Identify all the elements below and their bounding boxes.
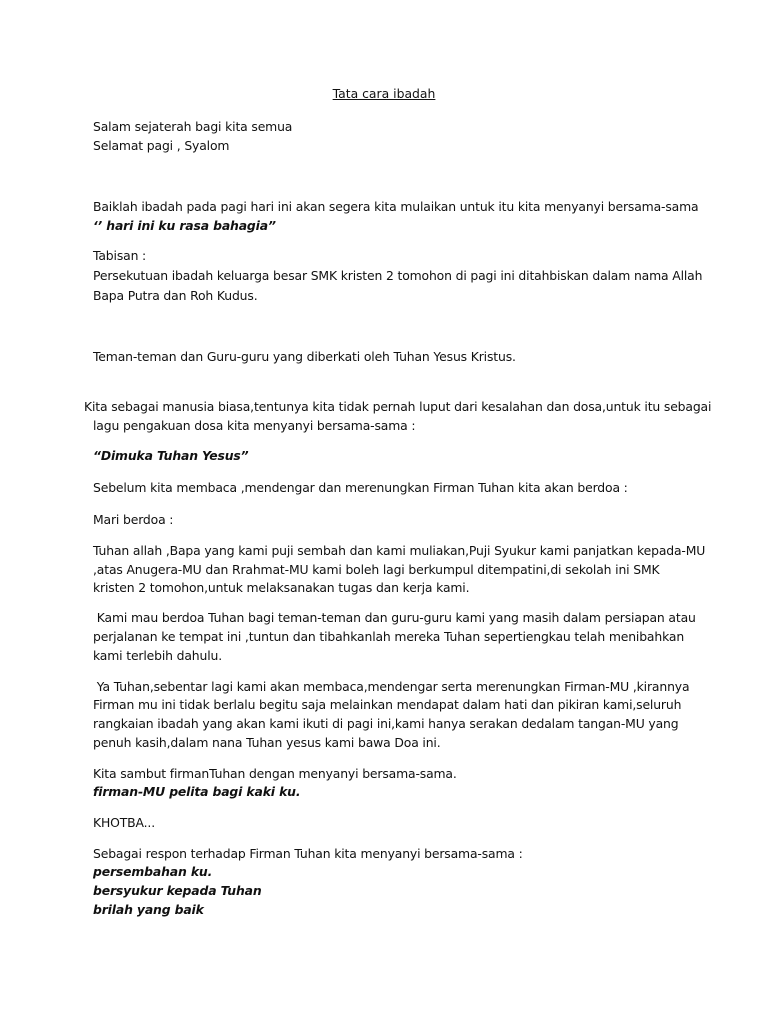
tabisan-label: Tabisan : <box>93 248 147 263</box>
response-song-3: brilah yang baik <box>93 902 204 917</box>
before-reading-line: Sebelum kita membaca ,mendengar dan merenungkan Firman Tuhan kita akan berdoa : <box>93 480 628 495</box>
document-title: Tata cara ibadah <box>332 86 436 101</box>
confession-line-1: Kita sebagai manusia biasa,tentunya kita tidak pernah luput dari kesalahan dan dosa,untuk itu sebagai <box>84 399 712 414</box>
confession-line-2: lagu pengakuan dosa kita menyanyi bersama-sama : <box>93 418 416 433</box>
prayer-1-line-2: ,atas Anugera-MU dan Rrahmat-MU kami boleh lagi berkumpul ditempatini,di sekolah ini SMK <box>93 562 660 577</box>
prayer-2-line-1: Kami mau berdoa Tuhan bagi teman-teman dan guru-guru kami yang masih dalam persiapan atau <box>93 610 696 625</box>
prayer-2-line-3: kami terlebih dahulu. <box>93 648 222 663</box>
prayer-3-line-2: Firman mu ini tidak berlalu begitu saja melainkan mendapat dalam hati dan pikiran kami,seluruh <box>93 697 682 712</box>
opening-song: ‘’ hari ini ku rasa bahagia” <box>93 218 276 233</box>
welcome-word-song: firman-MU pelita bagi kaki ku. <box>93 784 301 799</box>
greeting-line-2: Selamat pagi , Syalom <box>93 138 230 153</box>
opening-text: Baiklah ibadah pada pagi hari ini akan segera kita mulaikan untuk itu kita menyanyi bersama-sama <box>93 199 699 214</box>
prayer-2-line-2: perjalanan ke tempat ini ,tuntun dan tibahkanlah mereka Tuhan sepertiengkau telah menibahkan <box>93 629 685 644</box>
prayer-3-line-1: Ya Tuhan,sebentar lagi kami akan membaca,mendengar serta merenungkan Firman-MU ,kirannya <box>93 679 690 694</box>
response-song-1: persembahan ku. <box>93 864 213 879</box>
response-song-2: bersyukur kepada Tuhan <box>93 883 262 898</box>
greeting-line-1: Salam sejaterah bagi kita semua <box>93 119 293 134</box>
welcome-word-line: Kita sambut firmanTuhan dengan menyanyi bersama-sama. <box>93 766 457 781</box>
confession-song: “Dimuka Tuhan Yesus” <box>93 448 249 463</box>
response-line: Sebagai respon terhadap Firman Tuhan kita menyanyi bersama-sama : <box>93 846 523 861</box>
prayer-1-line-1: Tuhan allah ,Bapa yang kami puji sembah dan kami muliakan,Puji Syukur kami panjatkan kepada-MU <box>93 543 706 558</box>
tabisan-line-2: Bapa Putra dan Roh Kudus. <box>93 288 258 303</box>
address-line: Teman-teman dan Guru-guru yang diberkati oleh Tuhan Yesus Kristus. <box>93 349 516 364</box>
prayer-3-line-3: rangkaian ibadah yang akan kami ikuti di pagi ini,kami hanya serakan dedalam tangan-MU yang <box>93 716 679 731</box>
prayer-1-line-3: kristen 2 tomohon,untuk melaksanakan tugas dan kerja kami. <box>93 580 470 595</box>
prayer-3-line-4: penuh kasih,dalam nana Tuhan yesus kami bawa Doa ini. <box>93 735 441 750</box>
khotba-line: KHOTBA... <box>93 815 155 830</box>
tabisan-line-1: Persekutuan ibadah keluarga besar SMK kristen 2 tomohon di pagi ini ditahbiskan dalam nama Allah <box>93 268 703 283</box>
pray-label: Mari berdoa : <box>93 512 174 527</box>
